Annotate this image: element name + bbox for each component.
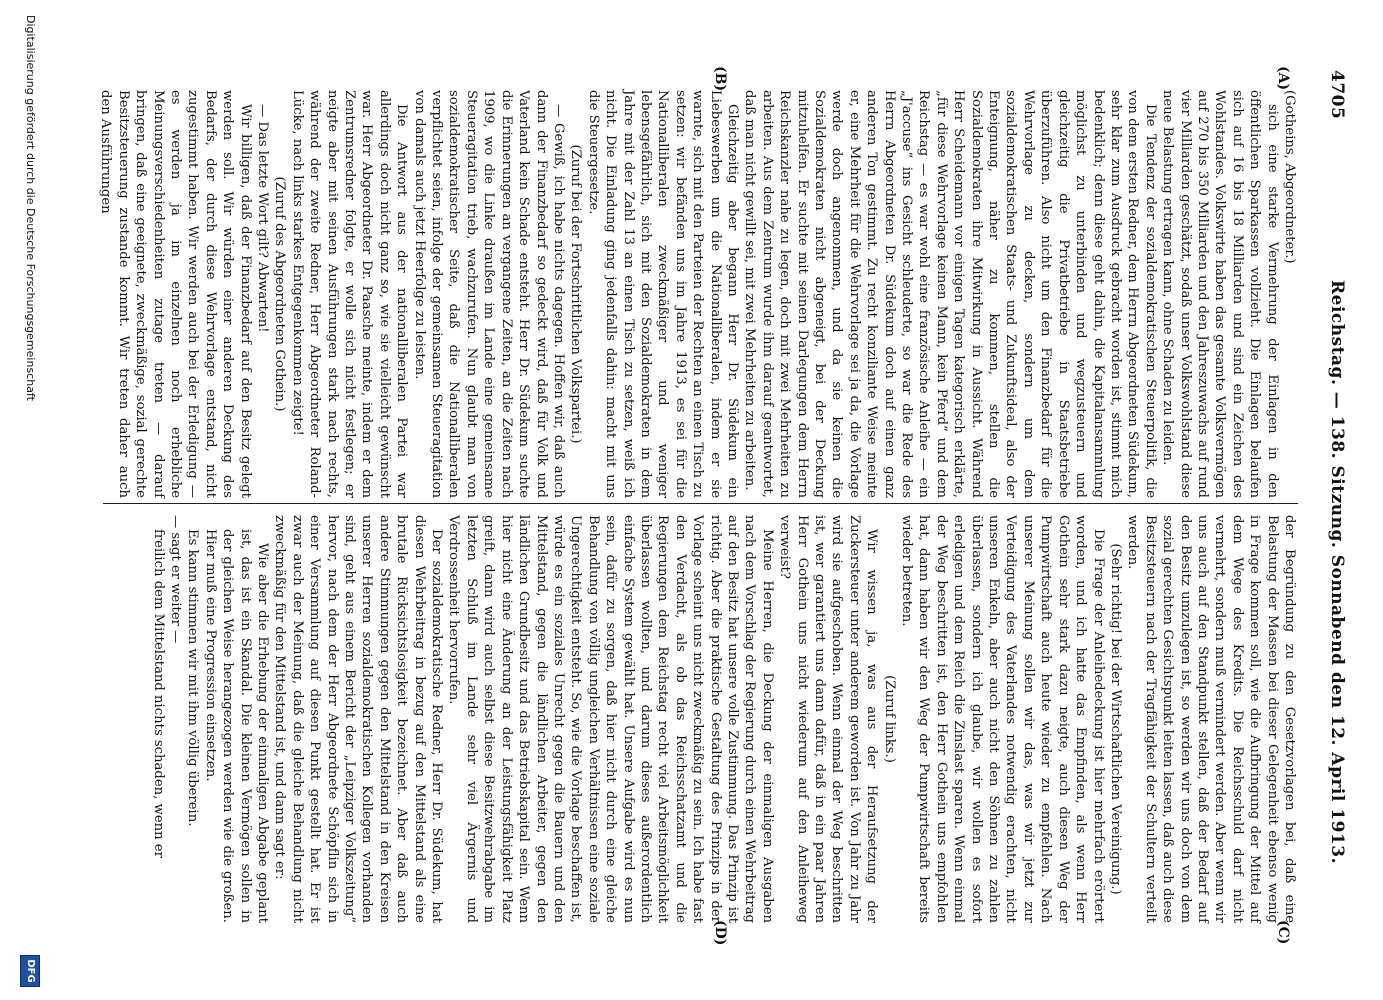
digitization-credit: Digitalisierung gefördert durch die Deutsche Forschungsgemeinschaft [24,15,37,401]
paragraph: Der sozialdemokratische Redner, Herr Dr. Südekum, hat diesen Wehrbeitrag in bezug auf den Mittelstand als eine brutale Rücksichtslosigkeit bezeichnet. Aber daß auch andere Stimmungen gegen den Mittelstand in den Kreisen unserer Herren sozialdemokratischen Kollegen vorhanden sind, geht aus einem Bericht der „Leipziger Volkszeitung“ hervor, nach dem der Herr Abgeordnete Schöpflin sich in einer Versammlung auf diesen Punkt gestellt hat. Er ist zwar auch der Meinung, daß die gleiche Behandlung nicht zweckmäßig für den Mittelstand ist, und dann sagt er: [272,515,445,923]
speaker-tag: (Gotheins, Abgeordneter.) [1282,90,1297,264]
interjection: (Zuruf bei der Fortschrittlichen Volkspartei.) [568,144,584,444]
paragraph: Meine Herren, die Deckung der einmaligen Ausgaben nach dem Vorschlag der Regierung durch einen Wehrbeitrag auf den Besitz hat unsere volle Zustimmung. Das Prinzip ist richtig. Aber die praktische Gestaltung des Prinzips in der Vorlage scheint uns nicht zweckmäßig zu sein. Ich habe fast den Verdacht, als ob das Reichsschatzamt und die Regierungen dem Reichstag recht viel Arbeitsmöglichkeit überlassen wollten, und darum dieses außerordentlich einfache System gewählt hat. Unsere Aufgabe wird es nun sein, dafür zu sorgen, daß hier nicht durch eine gleiche Behandlung von völlig ungleichen Verhältnissen eine soziale Ungerechtigkeit entsteht. So, wie die Vorlage beschaffen ist, würde es ein soziales Unrecht gegen die Bauern und den Mittelstand, gegen die ländlichen Arbeiter, gegen den ländlichen Grundbesitz und das Betriebskapital sein. Wenn hier nicht eine Änderung an der Leistungsfähigkeit Platz greift, dann wird auch selbst diese Besitzwehrabgabe im letzten Schluß im Lande sehr viel Ärgernis und Verdrossenheit hervorrufen. [446,515,775,923]
interjection: (Zuruf des Abgeordneten Gothein.) [272,176,288,412]
column-divider [103,503,1298,504]
interjection: (Zuruf links.) [881,675,897,763]
dfg-logo-icon: DFG [20,955,40,987]
digitization-footer [17,0,43,1000]
margin-letter-c: (C) [1275,920,1291,945]
paragraph: Wir billigen, daß der Finanzbedarf auf den Besitz gelegt werden soll. Wir würden einer anderen Deckung des Bedarfs, der durch diese Wehrvorlage entstand, nicht zugestimmt haben. Wir werden auch bei der Erledigung — es werden ja im einzelnen noch erhebliche Meinungsverschiedenheiten zutage treten — darauf bringen, daß eine geeignete, zweckmäßige, sozial gerechte Besitzsteuerung zustande kommt. Wir treten daher auch den Ausführungen [98,90,253,498]
quotation: Wie aber die Erhebung der einmaligen Abgabe geplant ist, das ist ein Skandal. Die kleinen Vermögen sollen in der gleichen Weise herangezogen werden wie die großen. Hier muß eine Progression einsetzen. [202,529,271,923]
paragraph: freilich dem Mittelstand nichts schaden, wenn er [150,529,166,858]
margin-letter-a: (A) [1275,66,1291,91]
paragraph: Die Tendenz der sozialdemokratischen Steuerpolitik, die von dem ersten Redner, dem Herrn Abgeordneten Südekum, sehr klar zum Ausdruck gebracht worden ist, stimmt mich bedenklich; denn diese geht dahin, die Kapitalansammlung möglichst zu unterbinden und wegzusteuern und gleichzeitig die Privatbetriebe in Staatsbetriebe überzuführen. Also nicht um den Finanzbedarf für die Wehrvorlage zu decken, sondern um dem sozialdemokratischen Staats- und Zukunftsideal, also der Enteignung, näher zu kommen, stellen die Sozialdemokraten ihre Mitwirkung in Aussicht. Während Herr Scheidemann vor einigen Tagen kategorisch erklärte, „für diese Wehrvorlage keinen Mann, kein Pferd“ und dem Reichstag — es war wohl eine französische Anleihe — ein „J'accuse“ ins Gesicht schleuderte, so war die Rede des Herrn Abgeordneten Dr. Südekum doch auf einen ganz anderen Ton gestimmt. Zu recht konziliante Weise meinte er, eine Mehrheit für die Wehrvorlage sei ja da, die Vorlage werde doch angenommen, und da sie keinen die Sozialdemokraten nicht abgeneigt, bei der Deckung mitzuhelfen. Er suchte mit seinen Darlegungen dem Herrn Reichskanzler nahe zu legen, doch mit zwei Mehrheiten zu arbeiten. Aus dem Zentrum wurde ihm darauf geantwortet, daß man nicht gewillt sei, mit zwei Mehrheiten zu arbeiten. [742,90,1158,498]
margin-letter-b: (B) [712,66,728,92]
paragraph: Die Frage der Anleihedeckung ist hier mehrfach erörtert worden, und ich hatte das Empfinden, als wenn Herr Gothein sehr stark dazu neigte, auch diesen Weg der Pumpwirtschaft auch heute wieder zu empfehlen. Nach unserer Meinung sollen wir das, was wir jetzt zur Verteidigung des Vaterlandes notwendig erachten, nicht unseren Enkeln, aber auch nicht den Söhnen zu zahlen überlassen, sondern ich glaube, wir wollen es sofort erledigen und dem Reich die Zinslast sparen. Wenn einmal der Weg beschritten ist, den Herr Gothein uns empfohlen hat, dann haben wir den Weg der Pumpwirtschaft bereits wieder betreten. [899,515,1106,923]
paragraph: Es kann stimmen wir mit ihm völlig überein. [185,529,201,827]
running-head: Reichstag. — 138. Sitzung. Sonnabend den 12. April 1913. [1327,280,1347,864]
left-column [98,90,1298,498]
interjection: (Sehr richtig! bei der Wirtschaftlichen Vereinigung.) [1107,543,1123,895]
paragraph: Die Antwort aus der nationalliberalen Partei war allerdings doch nicht ganz so, wie sie vielleicht gewünscht war. Herr Abgeordneter Dr. Paasche meinte, indem er dem Zentrumsredner folgte, er wolle sich nicht festlegen; er neigte aber mit seinen Ausführungen stark nach rechts, während der zweite Redner, Herr Abgeordneter Roland-Lücke, nach links starkes Entgegenkommen zeigte! [289,90,410,498]
paragraph: sich eine starke Vermehrung der Einlagen in den öffentlichen Sparkassen vollzieht. Die Einlagen belaufen sich auf 16 bis 18 Milliarden und sind ein Zeichen des Wohlstandes. Volkswirte haben das gesamte Volksvermögen auf 270 bis 350 Milliarden und den Jahreszuwachs auf rund vier Milliarden geschätzt, sodaß unser Volkswohlstand diese neue Belastung ertragen kann, ohne Schaden zu leiden. [1160,90,1280,498]
margin-letter-d: (D) [712,920,728,946]
paragraph: Gleichzeitig aber begann Herr Dr. Südekum ein Liebeswerben um die Nationalliberalen, indem er sie warnte, sich mit den Parteien der Rechten an einen Tisch zu setzen: wir befänden uns im Jahre 1913, es sei für die Nationalliberalen zweckmäßiger und weniger lebensgefährlich, sich mit den Sozialdemokraten in dem Jahre mit der Zahl 13 an einen Tisch zu setzen, weiß ich nicht. Die Einladung ging jedenfalls dahin: macht mit uns die Steuergesetze. [585,90,740,498]
paragraph: — sagt er weiter — [168,515,183,644]
page-number-left: 4705 [1327,70,1347,120]
paragraph: — Das letzte Wort gilt? Abwarten! [255,104,271,333]
paragraph: — Gewiß, ich habe nichts dagegen. Hoffen wir, daß auch dann der Finanzbedarf so gedeckt wird, daß für Volk und Vaterland kein Schade entsteht. Herr Dr. Südekum suchte die Erinnerungen an vergangene Zeiten, an die Zeiten nach 1909, wo die Linke draußen im Lande eine gemeinsame Steueragitation trieb, wachzurufen. Nun glaubt man von sozialdemokratischer Seite, daß die Nationalliberalen verpflichtet seien, infolge der gemeinsamen Steueragitation von damals auch jetzt Heerfolge zu leisten. [411,90,566,498]
paragraph: Wir wissen ja, was aus der Heraufsetzung der Zuckersteuer unter anderem geworden ist. Von Jahr zu Jahr wird sie aufgeschoben. Wenn einmal der Weg beschritten ist, wer garantiert uns dann dafür, daß in ein paar Jahren Herr Gothein uns nicht wiederum auf den Anleiheweg verweist? [777,515,880,923]
page-header [1323,70,1353,960]
paragraph: der Begründung zu den Gesetzvorlagen bei, daß eine Belastung der Massen bei dieser Gelegenheit ebenso wenig in Frage kommen soll, wie die Aufbringung der Mittel auf dem Wege des Kredits. Die Reichsschuld darf nicht vermehrt, sondern muß vermindert werden. Aber wenn wir uns auch auf den Standpunkt stellen, daß der Bedarf auf den Besitz umzulegen ist, so werden wir uns doch von dem sozial gerechten Gesichtspunkt leiten lassen, daß auch diese Besitzsteuern nach der Tragfähigkeit der Schultern verteilt werden. [1125,515,1297,923]
right-column [98,515,1298,923]
